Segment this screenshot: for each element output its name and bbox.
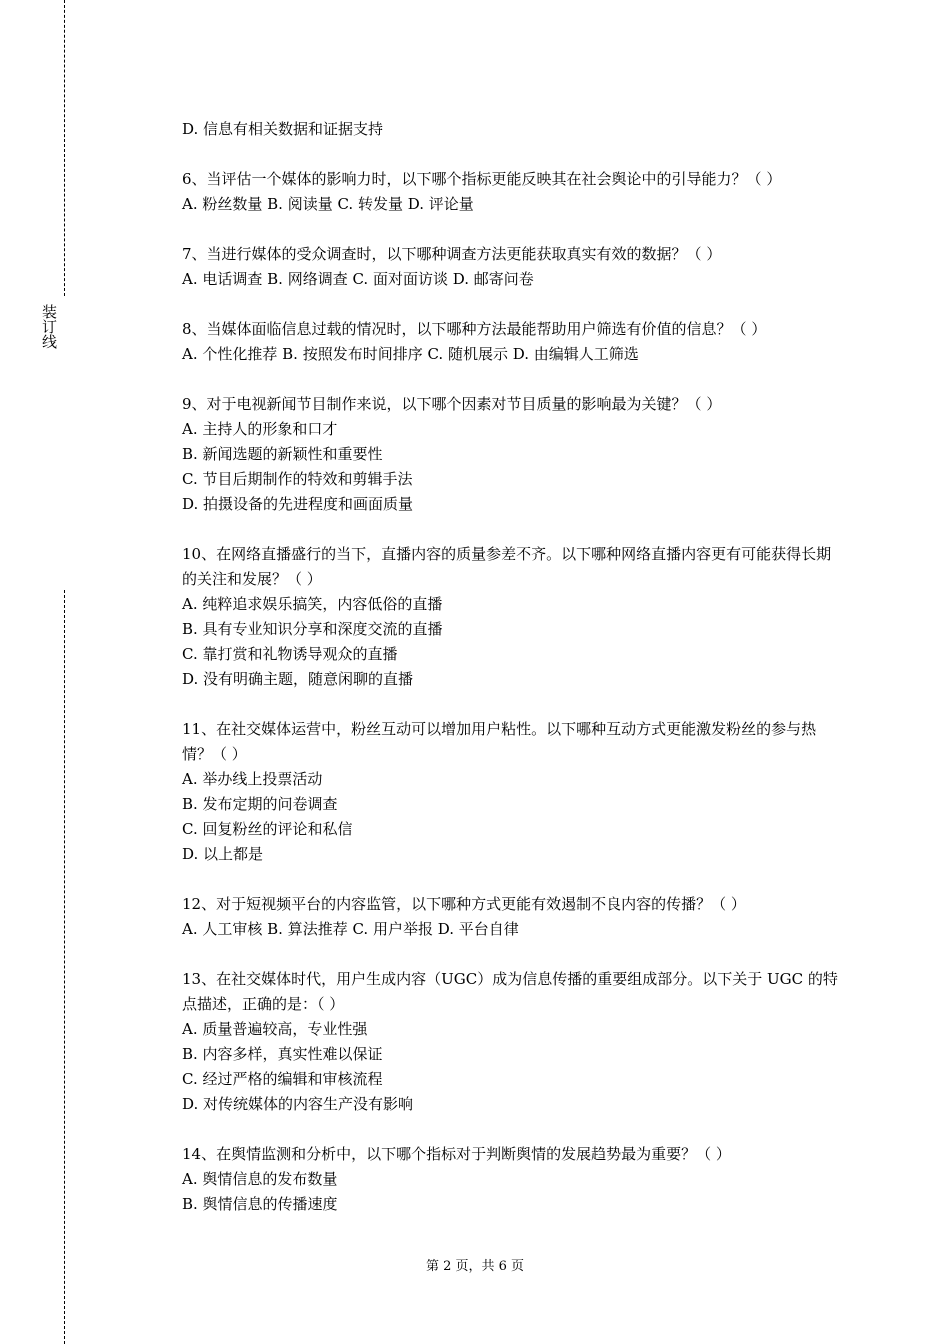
- question-text: 9、对于电视新闻节目制作来说，以下哪个因素对节目质量的影响最为关键？（ ）: [182, 395, 722, 413]
- exam-content: [182, 117, 842, 1217]
- carryover-options: [182, 117, 842, 142]
- option-line: C. 节目后期制作的特效和剪辑手法: [182, 470, 413, 488]
- question-13: [182, 967, 842, 1117]
- option-line: A. 人工审核 B. 算法推荐 C. 用户举报 D. 平台自律: [182, 920, 519, 938]
- option-line: D. 信息有相关数据和证据支持: [182, 120, 384, 138]
- option-line: A. 质量普遍较高，专业性强: [182, 1020, 368, 1038]
- option-line: B. 舆情信息的传播速度: [182, 1195, 338, 1213]
- question-text: 6、当评估一个媒体的影响力时，以下哪个指标更能反映其在社会舆论中的引导能力？（ ）: [182, 170, 782, 188]
- option-line: B. 新闻选题的新颖性和重要性: [182, 445, 383, 463]
- question-text: 12、对于短视频平台的内容监管，以下哪种方式更能有效遏制不良内容的传播？（ ）: [182, 895, 746, 913]
- option-line: D. 拍摄设备的先进程度和画面质量: [182, 495, 414, 513]
- option-line: B. 发布定期的问卷调查: [182, 795, 338, 813]
- option-line: C. 回复粉丝的评论和私信: [182, 820, 353, 838]
- option-line: B. 内容多样，真实性难以保证: [182, 1045, 383, 1063]
- binding-line-label: 装订线: [40, 304, 58, 349]
- question-12: [182, 892, 842, 942]
- question-6: [182, 167, 842, 217]
- question-8: [182, 317, 842, 367]
- option-line: D. 没有明确主题，随意闲聊的直播: [182, 670, 414, 688]
- question-text: 13、在社交媒体时代，用户生成内容（UGC）成为信息传播的重要组成部分。以下关于 UGC 的特点描述，正确的是：（ ）: [182, 970, 838, 1013]
- option-line: D. 对传统媒体的内容生产没有影响: [182, 1095, 414, 1113]
- option-line: A. 举办线上投票活动: [182, 770, 323, 788]
- binding-dashed-line-top: [64, 0, 65, 296]
- option-line: A. 纯粹追求娱乐搞笑，内容低俗的直播: [182, 595, 443, 613]
- option-line: B. 具有专业知识分享和深度交流的直播: [182, 620, 443, 638]
- page-number-footer: 第 2 页，共 6 页: [425, 1259, 525, 1274]
- question-text: 8、当媒体面临信息过载的情况时，以下哪种方法最能帮助用户筛选有价值的信息？（ ）: [182, 320, 767, 338]
- question-text: 11、在社交媒体运营中，粉丝互动可以增加用户粘性。以下哪种互动方式更能激发粉丝的参与热情？（ ）: [182, 720, 817, 763]
- question-9: [182, 392, 842, 517]
- option-line: C. 经过严格的编辑和审核流程: [182, 1070, 383, 1088]
- question-text: 14、在舆情监测和分析中，以下哪个指标对于判断舆情的发展趋势最为重要？（ ）: [182, 1145, 731, 1163]
- question-text: 7、当进行媒体的受众调查时，以下哪种调查方法更能获取真实有效的数据？（ ）: [182, 245, 722, 263]
- question-11: [182, 717, 842, 867]
- option-line: D. 以上都是: [182, 845, 264, 863]
- option-line: A. 主持人的形象和口才: [182, 420, 338, 438]
- option-line: C. 靠打赏和礼物诱导观众的直播: [182, 645, 398, 663]
- option-line: A. 个性化推荐 B. 按照发布时间排序 C. 随机展示 D. 由编辑人工筛选: [182, 345, 639, 363]
- binding-dashed-line-bottom: [64, 590, 65, 1344]
- option-line: A. 电话调查 B. 网络调查 C. 面对面访谈 D. 邮寄问卷: [182, 270, 534, 288]
- option-line: A. 粉丝数量 B. 阅读量 C. 转发量 D. 评论量: [182, 195, 474, 213]
- question-14: [182, 1142, 842, 1217]
- question-text: 10、在网络直播盛行的当下，直播内容的质量参差不齐。以下哪种网络直播内容更有可能获得长期的关注和发展？（ ）: [182, 545, 832, 588]
- question-7: [182, 242, 842, 292]
- option-line: A. 舆情信息的发布数量: [182, 1170, 338, 1188]
- question-10: [182, 542, 842, 692]
